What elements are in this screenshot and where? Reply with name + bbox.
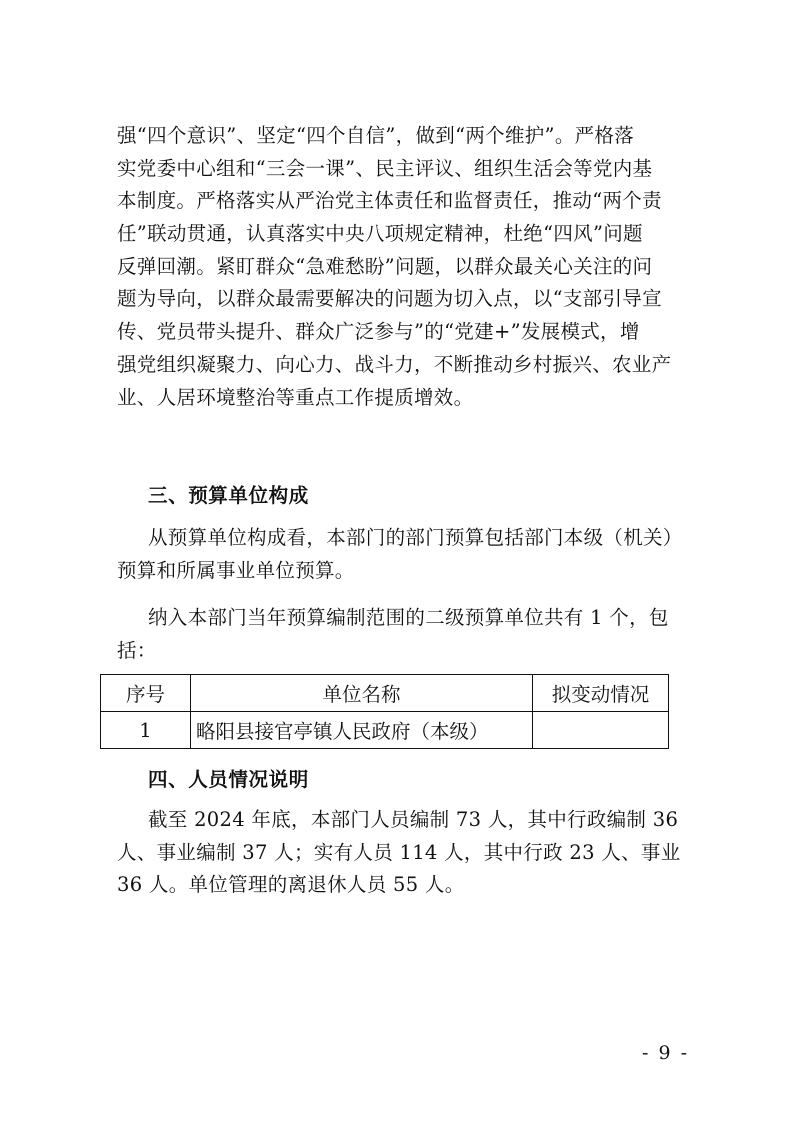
table-header-row [101, 675, 669, 712]
table-row [101, 712, 669, 749]
text-line: 强“四个意识”、坚定“四个自信”，做到“两个维护”。严格落 [117, 124, 635, 147]
secondary-units-paragraph [117, 602, 692, 667]
text-line: 强党组织凝聚力、向心力、战斗力，不断推动乡村振兴、农业产 [117, 352, 672, 376]
text-line: 截至 2024 年底，本部门人员编制 73 人，其中行政编制 36 [148, 808, 679, 831]
text-line: 传、党员带头提升、群众广泛参与”的“党建+”发展模式，增 [117, 320, 640, 344]
column-header-change-status: 拟变动情况 [533, 675, 669, 712]
text-line: 反弹回潮。紧盯群众“急难愁盼”问题，以群众最关心关注的问 [117, 254, 653, 278]
text-line: 预算和所属事业单位预算。 [117, 558, 355, 582]
section-heading-budget-units: 三、预算单位构成 [148, 484, 309, 507]
cell-index: 1 [101, 712, 191, 749]
text-line: 人、事业编制 37 人；实有人员 114 人，其中行政 23 人、事业 [117, 840, 681, 864]
personnel-paragraph [117, 804, 692, 902]
text-line: 业、人居环境整治等重点工作提质增效。 [117, 385, 474, 409]
column-header-index: 序号 [101, 675, 191, 712]
intro-paragraph [117, 120, 692, 414]
text-line: 36 人。单位管理的离退休人员 55 人。 [117, 873, 465, 897]
text-line: 题为导向，以群众最需要解决的问题为切入点，以“支部引导宣 [117, 287, 662, 311]
text-line: 任”联动贯通，认真落实中央八项规定精神，杜绝“四风”问题 [117, 222, 643, 246]
page-number: - 9 - [642, 1042, 690, 1064]
column-header-unit-name: 单位名称 [191, 675, 533, 712]
text-line: 纳入本部门当年预算编制范围的二级预算单位共有 1 个，包 [148, 606, 669, 629]
text-line: 本制度。严格落实从严治党主体责任和监督责任，推动“两个责 [117, 189, 662, 213]
section-heading-personnel: 四、人员情况说明 [148, 768, 309, 791]
cell-change-status [533, 712, 669, 749]
text-line: 从预算单位构成看，本部门的部门预算包括部门本级（机关） [148, 526, 683, 549]
budget-units-table [100, 674, 669, 749]
budget-units-paragraph [117, 522, 692, 587]
text-line: 实党委中心组和“三会一课”、民主评议、组织生活会等党内基 [117, 156, 653, 180]
cell-unit-name: 略阳县接官亭镇人民政府（本级） [191, 712, 533, 749]
text-line: 括： [117, 638, 157, 662]
